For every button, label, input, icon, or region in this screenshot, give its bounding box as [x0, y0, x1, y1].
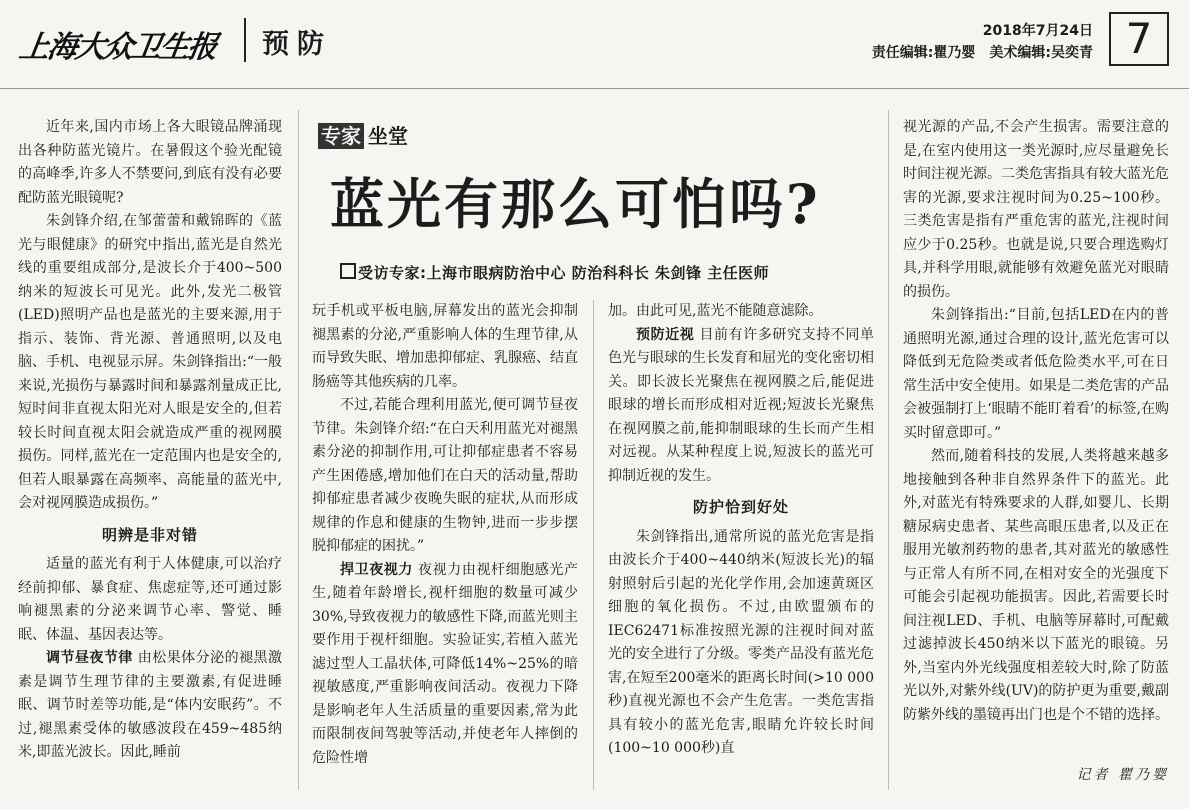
column-1	[18, 116, 282, 765]
art-editor: 美术编辑:吴奕青	[989, 45, 1093, 61]
tag-word: 坐堂	[368, 124, 408, 148]
interviewee-line	[340, 262, 769, 283]
column-divider	[593, 300, 594, 790]
headline: 蓝光有那么可怕吗?	[330, 172, 821, 236]
paragraph: 适量的蓝光有利于人体健康,可以治疗经前抑郁、暴食症、焦虑症等,还可通过影响褪黑素的分泌来调节心率、警觉、睡眠、体温、基因表达等。	[18, 556, 282, 643]
editor-credits	[872, 42, 1093, 62]
newspaper-logo: 上海大众卫生报	[17, 30, 218, 65]
page-number: 7	[1109, 12, 1169, 66]
column-divider	[888, 110, 889, 790]
paragraph: 然而,随着科技的发展,人类将越来越多地接触到各种非自然界条件下的蓝光。此外,对蓝光有特殊要求的人群,如婴儿、长期糖尿病史患者、某些高眼压患者,以及正在服用光敏剂药物的患者,其对蓝光的敏感性与正常人有所不同,在相对安全的光强度下可能会引起视功能损害。因此,若需要长时间注视LED、手机、电脑等屏幕时,可配戴过滤掉波长450纳米以下蓝光的眼镜。另外,当室内外光线强度相差较大时,除了防蓝光以外,对紫外线(UV)的防护更为重要,戴副防紫外线的墨镜再出门也是个不错的选择。	[903, 448, 1169, 723]
column-2	[312, 300, 578, 770]
paragraph: 玩手机或平板电脑,屏幕发出的蓝光会抑制褪黑素的分泌,严重影响人体的生理节律,从而导致失眠、增加患抑郁症、乳腺癌、结直肠癌等其他疾病的几率。	[312, 303, 578, 390]
paragraph: 近年来,国内市场上各大眼镜品牌涌现出各种防蓝光镜片。在暑假这个验光配镜的高峰季,许多人不禁要问,到底有没有必要配防蓝光眼镜呢?	[18, 119, 282, 206]
byline: 记者 瞿乃婴	[1076, 767, 1169, 783]
header-rule	[0, 88, 1189, 89]
section-title: 预防	[262, 29, 332, 60]
paragraph: 朱剑锋介绍,在邹蕾蕾和戴锦晖的《蓝光与眼健康》的研究中指出,蓝光是自然光线的重要组成部分,是波长介于400~500纳米的短波长可见光。此外,发光二极管(LED)照明产品也是蓝光的主要来源,用于指示、装饰、背光源、普通照明,以及电脑、手机、电视显示屏。朱剑锋指出:“一般来说,光损伤与暴露时间和暴露剂量成正比,短时间非直视太阳光对人眼是安全的,但若较长时间直视太阳会就造成严重的视网膜损伤。同样,蓝光在一定范围内也是安全的,但若人眼暴露在高频率、高能量的蓝光中,会对视网膜造成损伤。”	[18, 213, 282, 511]
column-divider	[298, 110, 299, 790]
paragraph-body: 目前有许多研究支持不同单色光与眼球的生长发育和屈光的变化密切相关。即长波长光聚焦在视网膜之后,能促进眼球的增长而形成相对近视;短波长光聚焦在视网膜之前,能抑制眼球的生长而产生相对远视。从某种程度上说,短波长的蓝光可抑制近视的发生。	[608, 326, 875, 484]
paragraph-lead: 调节昼夜节律	[46, 650, 133, 666]
paragraph: 加。由此可见,蓝光不能随意滤除。	[608, 303, 823, 319]
square-icon	[340, 263, 356, 279]
paragraph-lead: 捍卫夜视力	[340, 561, 413, 578]
paragraph-lead: 预防近视	[636, 326, 695, 343]
column-3	[608, 300, 874, 761]
tag-box: 专家	[318, 123, 364, 149]
subheading: 防护恰到好处	[692, 498, 789, 516]
subheading: 明辨是非对错	[101, 525, 198, 544]
paragraph: 朱剑锋指出,通常所说的蓝光危害是指由波长介于400~440纳米(短波长光)的辐射照射后引起的光化学作用,会加速黄斑区细胞的氧化损伤。不过,由欧盟颁布的IEC62471标准按照光源的注视时间对蓝光的安全进行了分级。零类产品没有蓝光危害,在短至200毫米的距离长时间(>10 000秒)直视光源也不会产生危害。一类危害指具有较小的蓝光危害,眼睛允许较长时间(100~10 000秒)直	[608, 528, 874, 756]
paragraph-body: 由松果体分泌的褪黑激素是调节生理节律的主要激素,有促进睡眠、调节时差等功能,是“体内安眠药”。不过,褪黑素受体的敏感波段在459~485纳米,即蓝光波长。因此,睡前	[18, 650, 283, 760]
interviewee-text: 受访专家:上海市眼病防治中心 防治科科长 朱剑锋 主任医师	[358, 264, 770, 282]
paragraph: 朱剑锋指出:“目前,包括LED在内的普通照明光源,通过合理的设计,蓝光危害可以降低到无危险类或者低危险类水平,可在日常生活中安全使用。如果是二类危害的产品会被强制打上‘眼睛不能盯着看’的标签,在购买时留意即可。”	[903, 307, 1169, 441]
responsible-editor: 责任编辑:瞿乃婴	[871, 45, 976, 61]
paragraph	[608, 324, 874, 489]
paragraph-body: 夜视力由视杆细胞感光产生,随着年龄增长,视杆细胞的数量可减少30%,导致夜视力的敏感性下降,而蓝光则主要作用于视杆细胞。实验证实,若植入蓝光滤过型人工晶状体,可降低14%~25%的暗视敏感度,严重影响夜间活动。夜视力下降是影响老年人生活质量的重要因素,常为此而限制夜间驾驶等活动,并使老年人摔倒的危险性增	[312, 561, 578, 766]
paragraph: 不过,若能合理利用蓝光,便可调节昼夜节律。朱剑锋介绍:“在白天利用蓝光对褪黑素分泌的抑制作用,可让抑郁症患者不容易产生困倦感,增加他们在白天的活动量,帮助抑郁症患者减少夜晚失眠的症状,从而形成规律的作息和健康的生物钟,进而一步步摆脱抑郁症的困扰。”	[312, 397, 578, 554]
masthead-divider	[244, 18, 246, 62]
column-4	[903, 116, 1169, 727]
issue-date: 2018年7月24日	[982, 23, 1093, 39]
paragraph: 视光源的产品,不会产生损害。需要注意的是,在室内使用这一类光源时,应尽量避免长时间注视光源。二类危害指具有较大蓝光危害的光源,要求注视时间为0.25~100秒。三类危害是指有严重危害的蓝光,注视时间应少于0.25秒。也就是说,只要合理选购灯具,并科学用眼,就能够有效避免蓝光对眼睛的损伤。	[903, 119, 1169, 300]
paragraph	[312, 559, 578, 771]
column-tag	[318, 120, 408, 149]
masthead	[0, 0, 1189, 90]
paragraph	[18, 647, 282, 765]
